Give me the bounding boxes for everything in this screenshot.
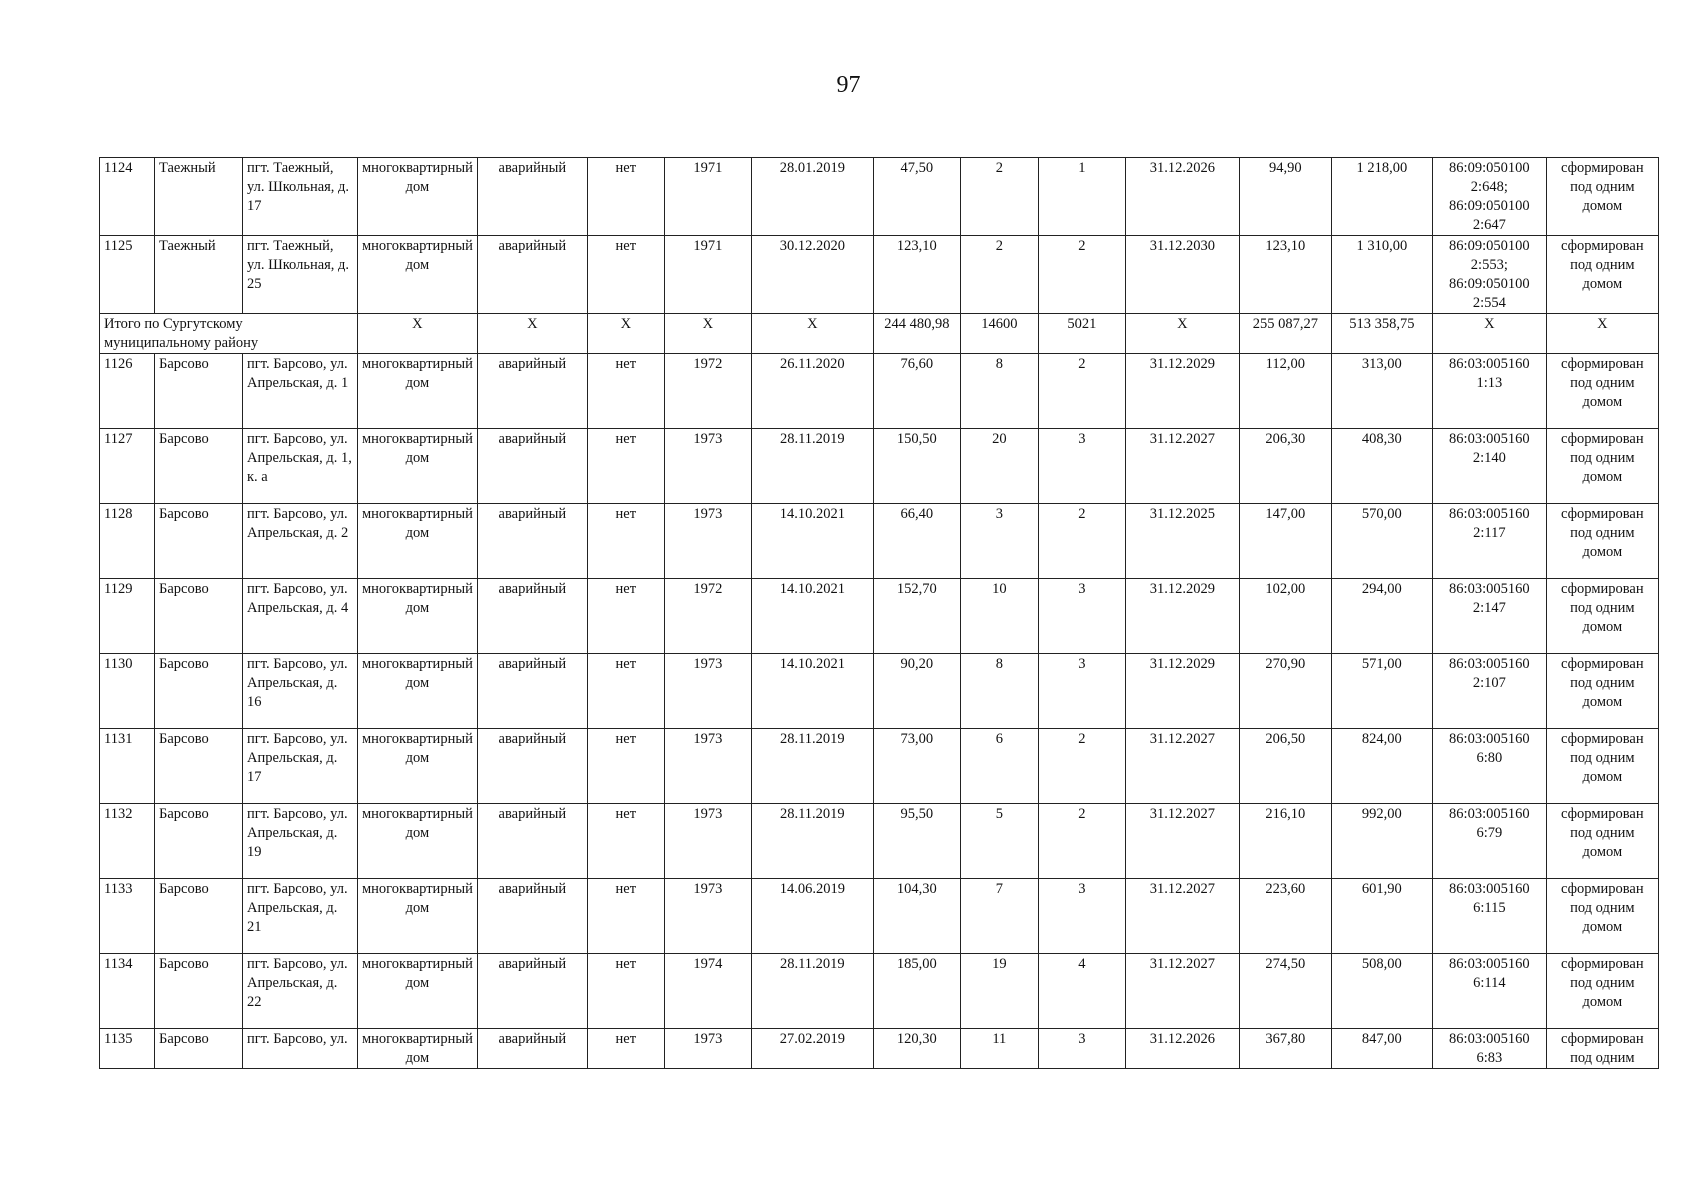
cell-flag: нет xyxy=(587,504,664,579)
cell-area2: 206,50 xyxy=(1239,729,1331,804)
cell-area3: 571,00 xyxy=(1331,654,1432,729)
cell-c1: 6 xyxy=(960,729,1038,804)
cell-num: 1130 xyxy=(100,654,155,729)
cell-flag: X xyxy=(587,314,664,354)
cell-year: 1971 xyxy=(664,158,751,236)
cell-locality: Барсово xyxy=(155,879,243,954)
cell-date: X xyxy=(751,314,873,354)
cell-area3: 1 310,00 xyxy=(1331,236,1432,314)
cell-area3: 824,00 xyxy=(1331,729,1432,804)
page-number: 97 xyxy=(836,72,861,98)
cell-address: пгт. Барсово, ул. Апрельская, д. 4 xyxy=(243,579,358,654)
cell-status: аварийный xyxy=(477,158,587,236)
cell-house-type: многоквартирный дом xyxy=(358,429,478,504)
cell-flag: нет xyxy=(587,429,664,504)
cell-date: 28.11.2019 xyxy=(751,804,873,879)
cell-num: 1134 xyxy=(100,954,155,1029)
cell-house-type: многоквартирный дом xyxy=(358,729,478,804)
cell-year: 1972 xyxy=(664,579,751,654)
cell-area1: 90,20 xyxy=(873,654,960,729)
cell-c1: 19 xyxy=(960,954,1038,1029)
cell-deadline: 31.12.2025 xyxy=(1125,504,1239,579)
table-row xyxy=(100,429,1659,504)
cell-house-type: многоквартирный дом xyxy=(358,954,478,1029)
cell-c1: 11 xyxy=(960,1029,1038,1069)
cell-locality: Барсово xyxy=(155,804,243,879)
cell-c1: 2 xyxy=(960,158,1038,236)
cell-flag: нет xyxy=(587,954,664,1029)
cell-num: 1131 xyxy=(100,729,155,804)
cell-year: 1973 xyxy=(664,1029,751,1069)
cell-address: пгт. Барсово, ул. Апрельская, д. 17 xyxy=(243,729,358,804)
cell-status: аварийный xyxy=(477,1029,587,1069)
cell-status: аварийный xyxy=(477,729,587,804)
cell-cadastral: 86:09:050100 2:648; 86:09:050100 2:647 xyxy=(1432,158,1546,236)
cell-area2: 367,80 xyxy=(1239,1029,1331,1069)
cell-land: сформирован под одним домом xyxy=(1546,654,1658,729)
cell-c1: 5 xyxy=(960,804,1038,879)
cell-num: 1133 xyxy=(100,879,155,954)
cell-area1: 185,00 xyxy=(873,954,960,1029)
cell-date: 14.10.2021 xyxy=(751,579,873,654)
cell-deadline: 31.12.2029 xyxy=(1125,654,1239,729)
cell-c2: 3 xyxy=(1038,654,1125,729)
cell-year: 1973 xyxy=(664,654,751,729)
table-row xyxy=(100,579,1659,654)
cell-house-type: многоквартирный дом xyxy=(358,879,478,954)
cell-num: 1135 xyxy=(100,1029,155,1069)
cell-house-type: многоквартирный дом xyxy=(358,654,478,729)
cell-c2: 5021 xyxy=(1038,314,1125,354)
cell-house-type: многоквартирный дом xyxy=(358,504,478,579)
cell-locality: Барсово xyxy=(155,954,243,1029)
cell-area1: 47,50 xyxy=(873,158,960,236)
cell-cadastral: 86:03:005160 6:80 xyxy=(1432,729,1546,804)
cell-year: 1972 xyxy=(664,354,751,429)
cell-area2: 102,00 xyxy=(1239,579,1331,654)
cell-flag: нет xyxy=(587,729,664,804)
cell-area1: 120,30 xyxy=(873,1029,960,1069)
cell-locality: Барсово xyxy=(155,429,243,504)
cell-house-type: X xyxy=(358,314,478,354)
cell-deadline: 31.12.2027 xyxy=(1125,804,1239,879)
cell-land: сформирован под одним домом xyxy=(1546,354,1658,429)
cell-area3: 408,30 xyxy=(1331,429,1432,504)
cell-deadline: 31.12.2027 xyxy=(1125,729,1239,804)
cell-house-type: многоквартирный дом xyxy=(358,579,478,654)
cell-flag: нет xyxy=(587,158,664,236)
cell-flag: нет xyxy=(587,654,664,729)
cell-deadline: 31.12.2026 xyxy=(1125,1029,1239,1069)
cell-date: 14.10.2021 xyxy=(751,654,873,729)
cell-year: X xyxy=(664,314,751,354)
table-row xyxy=(100,879,1659,954)
cell-address: пгт. Барсово, ул. Апрельская, д. 19 xyxy=(243,804,358,879)
cell-land: сформирован под одним домом xyxy=(1546,158,1658,236)
cell-area2: 216,10 xyxy=(1239,804,1331,879)
cell-c2: 2 xyxy=(1038,729,1125,804)
cell-cadastral: 86:03:005160 2:117 xyxy=(1432,504,1546,579)
cell-land: сформирован под одним домом xyxy=(1546,429,1658,504)
cell-year: 1974 xyxy=(664,954,751,1029)
table-row xyxy=(100,158,1659,236)
cell-c1: 10 xyxy=(960,579,1038,654)
cell-date: 27.02.2019 xyxy=(751,1029,873,1069)
cell-area2: 223,60 xyxy=(1239,879,1331,954)
cell-locality: Барсово xyxy=(155,729,243,804)
cell-area3: 1 218,00 xyxy=(1331,158,1432,236)
cell-deadline: 31.12.2027 xyxy=(1125,879,1239,954)
cell-cadastral: 86:09:050100 2:553; 86:09:050100 2:554 xyxy=(1432,236,1546,314)
cell-land: X xyxy=(1546,314,1658,354)
total-row xyxy=(100,314,1659,354)
cell-num: 1129 xyxy=(100,579,155,654)
cell-deadline: 31.12.2030 xyxy=(1125,236,1239,314)
cell-num: 1125 xyxy=(100,236,155,314)
cell-deadline: 31.12.2029 xyxy=(1125,354,1239,429)
cell-cadastral: 86:03:005160 6:115 xyxy=(1432,879,1546,954)
cell-year: 1971 xyxy=(664,236,751,314)
cell-c1: 7 xyxy=(960,879,1038,954)
cell-num: 1128 xyxy=(100,504,155,579)
cell-year: 1973 xyxy=(664,804,751,879)
total-label: Итого по Сургутскому муниципальному району xyxy=(100,314,358,354)
cell-area3: 294,00 xyxy=(1331,579,1432,654)
cell-num: 1132 xyxy=(100,804,155,879)
cell-flag: нет xyxy=(587,236,664,314)
cell-area3: 601,90 xyxy=(1331,879,1432,954)
cell-area3: 508,00 xyxy=(1331,954,1432,1029)
cell-date: 26.11.2020 xyxy=(751,354,873,429)
cell-c1: 8 xyxy=(960,354,1038,429)
cell-house-type: многоквартирный дом xyxy=(358,158,478,236)
cell-land: сформирован под одним домом xyxy=(1546,729,1658,804)
table-row xyxy=(100,504,1659,579)
cell-area1: 152,70 xyxy=(873,579,960,654)
cell-status: аварийный xyxy=(477,879,587,954)
cell-cadastral: 86:03:005160 6:114 xyxy=(1432,954,1546,1029)
cell-status: аварийный xyxy=(477,654,587,729)
cell-date: 14.10.2021 xyxy=(751,504,873,579)
cell-locality: Барсово xyxy=(155,354,243,429)
cell-cadastral: 86:03:005160 6:79 xyxy=(1432,804,1546,879)
cell-status: аварийный xyxy=(477,954,587,1029)
cell-area1: 244 480,98 xyxy=(873,314,960,354)
cell-year: 1973 xyxy=(664,429,751,504)
cell-locality: Барсово xyxy=(155,1029,243,1069)
table-row xyxy=(100,729,1659,804)
cell-date: 28.11.2019 xyxy=(751,729,873,804)
table-row xyxy=(100,654,1659,729)
cell-house-type: многоквартирный дом xyxy=(358,804,478,879)
cell-date: 28.01.2019 xyxy=(751,158,873,236)
cell-house-type: многоквартирный дом xyxy=(358,1029,478,1069)
cell-flag: нет xyxy=(587,354,664,429)
cell-address: пгт. Барсово, ул. Апрельская, д. 21 xyxy=(243,879,358,954)
cell-area3: 313,00 xyxy=(1331,354,1432,429)
cell-status: аварийный xyxy=(477,579,587,654)
cell-locality: Барсово xyxy=(155,504,243,579)
cell-c2: 2 xyxy=(1038,354,1125,429)
cell-locality: Таежный xyxy=(155,236,243,314)
cell-date: 28.11.2019 xyxy=(751,954,873,1029)
cell-area1: 123,10 xyxy=(873,236,960,314)
cell-cadastral: X xyxy=(1432,314,1546,354)
cell-c2: 2 xyxy=(1038,236,1125,314)
table-row xyxy=(100,954,1659,1029)
cell-c2: 2 xyxy=(1038,804,1125,879)
cell-area3: 513 358,75 xyxy=(1331,314,1432,354)
cell-c1: 20 xyxy=(960,429,1038,504)
cell-status: аварийный xyxy=(477,236,587,314)
cell-area3: 847,00 xyxy=(1331,1029,1432,1069)
cell-cadastral: 86:03:005160 6:83 xyxy=(1432,1029,1546,1069)
cell-flag: нет xyxy=(587,879,664,954)
cell-year: 1973 xyxy=(664,504,751,579)
cell-area3: 570,00 xyxy=(1331,504,1432,579)
cell-deadline: 31.12.2029 xyxy=(1125,579,1239,654)
cell-land: сформирован под одним домом xyxy=(1546,954,1658,1029)
cell-cadastral: 86:03:005160 1:13 xyxy=(1432,354,1546,429)
cell-area1: 76,60 xyxy=(873,354,960,429)
cell-land: сформирован под одним домом xyxy=(1546,579,1658,654)
cell-area3: 992,00 xyxy=(1331,804,1432,879)
table-row xyxy=(100,354,1659,429)
cell-cadastral: 86:03:005160 2:140 xyxy=(1432,429,1546,504)
cell-address: пгт. Барсово, ул. Апрельская, д. 2 xyxy=(243,504,358,579)
cell-area2: 94,90 xyxy=(1239,158,1331,236)
cell-status: аварийный xyxy=(477,429,587,504)
cell-c2: 3 xyxy=(1038,879,1125,954)
cell-land: сформирован под одним домом xyxy=(1546,504,1658,579)
cell-area2: 147,00 xyxy=(1239,504,1331,579)
cell-address: пгт. Барсово, ул. Апрельская, д. 1 xyxy=(243,354,358,429)
cell-year: 1973 xyxy=(664,729,751,804)
cell-c1: 2 xyxy=(960,236,1038,314)
cell-area1: 150,50 xyxy=(873,429,960,504)
cell-address: пгт. Барсово, ул. Апрельская, д. 22 xyxy=(243,954,358,1029)
cell-area2: 270,90 xyxy=(1239,654,1331,729)
cell-locality: Барсово xyxy=(155,579,243,654)
cell-area2: 255 087,27 xyxy=(1239,314,1331,354)
cell-c1: 3 xyxy=(960,504,1038,579)
cell-status: аварийный xyxy=(477,804,587,879)
cell-area2: 123,10 xyxy=(1239,236,1331,314)
cell-land: сформирован под одним xyxy=(1546,1029,1658,1069)
cell-address: пгт. Таежный, ул. Школьная, д. 25 xyxy=(243,236,358,314)
cell-flag: нет xyxy=(587,1029,664,1069)
registry-table xyxy=(99,157,1659,1069)
cell-c2: 3 xyxy=(1038,1029,1125,1069)
cell-c2: 3 xyxy=(1038,579,1125,654)
cell-c1: 14600 xyxy=(960,314,1038,354)
cell-num: 1124 xyxy=(100,158,155,236)
cell-num: 1127 xyxy=(100,429,155,504)
cell-area1: 104,30 xyxy=(873,879,960,954)
cell-area1: 95,50 xyxy=(873,804,960,879)
cell-date: 30.12.2020 xyxy=(751,236,873,314)
cell-c2: 3 xyxy=(1038,429,1125,504)
cell-locality: Таежный xyxy=(155,158,243,236)
table-row xyxy=(100,236,1659,314)
cell-cadastral: 86:03:005160 2:147 xyxy=(1432,579,1546,654)
cell-area2: 274,50 xyxy=(1239,954,1331,1029)
cell-deadline: 31.12.2027 xyxy=(1125,429,1239,504)
cell-locality: Барсово xyxy=(155,654,243,729)
cell-flag: нет xyxy=(587,804,664,879)
cell-deadline: X xyxy=(1125,314,1239,354)
cell-land: сформирован под одним домом xyxy=(1546,236,1658,314)
table-row xyxy=(100,1029,1659,1069)
cell-num: 1126 xyxy=(100,354,155,429)
cell-status: аварийный xyxy=(477,354,587,429)
cell-land: сформирован под одним домом xyxy=(1546,804,1658,879)
cell-c1: 8 xyxy=(960,654,1038,729)
cell-area1: 66,40 xyxy=(873,504,960,579)
cell-date: 28.11.2019 xyxy=(751,429,873,504)
cell-year: 1973 xyxy=(664,879,751,954)
cell-house-type: многоквартирный дом xyxy=(358,236,478,314)
cell-area2: 206,30 xyxy=(1239,429,1331,504)
cell-status: X xyxy=(477,314,587,354)
cell-house-type: многоквартирный дом xyxy=(358,354,478,429)
cell-deadline: 31.12.2027 xyxy=(1125,954,1239,1029)
cell-address: пгт. Барсово, ул. xyxy=(243,1029,358,1069)
table-row xyxy=(100,804,1659,879)
cell-address: пгт. Таежный, ул. Школьная, д. 17 xyxy=(243,158,358,236)
cell-c2: 1 xyxy=(1038,158,1125,236)
cell-status: аварийный xyxy=(477,504,587,579)
cell-address: пгт. Барсово, ул. Апрельская, д. 16 xyxy=(243,654,358,729)
cell-flag: нет xyxy=(587,579,664,654)
cell-area1: 73,00 xyxy=(873,729,960,804)
cell-deadline: 31.12.2026 xyxy=(1125,158,1239,236)
cell-date: 14.06.2019 xyxy=(751,879,873,954)
cell-cadastral: 86:03:005160 2:107 xyxy=(1432,654,1546,729)
cell-land: сформирован под одним домом xyxy=(1546,879,1658,954)
cell-c2: 4 xyxy=(1038,954,1125,1029)
cell-area2: 112,00 xyxy=(1239,354,1331,429)
cell-c2: 2 xyxy=(1038,504,1125,579)
cell-address: пгт. Барсово, ул. Апрельская, д. 1, к. а xyxy=(243,429,358,504)
registry-body xyxy=(100,158,1659,1069)
